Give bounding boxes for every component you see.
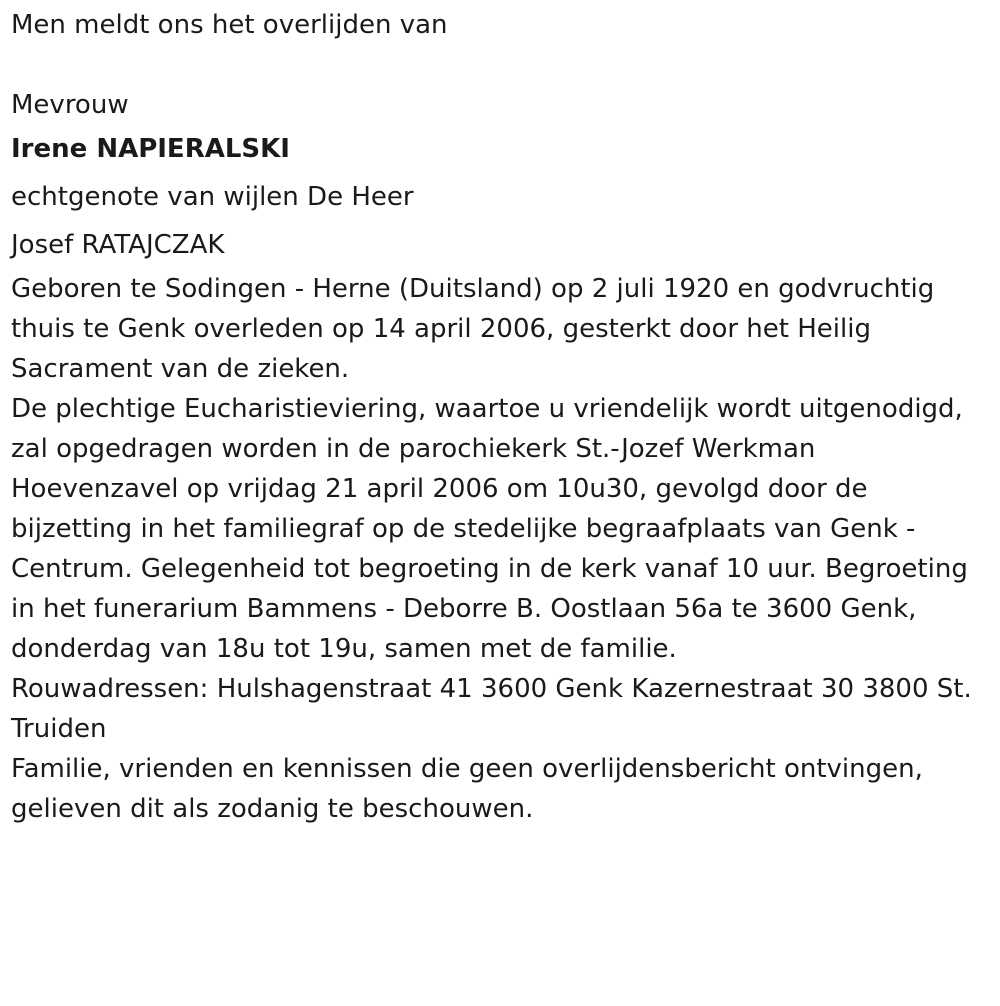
paragraph-line: Centrum. Gelegenheid tot begroeting in de kerk vanaf 10 uur. Begroeting xyxy=(11,554,968,584)
paragraph-line: gelieven dit als zodanig te beschouwen. xyxy=(11,794,534,824)
paragraph-line: bijzetting in het familiegraf op de stedelijke begraafplaats van Genk - xyxy=(11,514,916,544)
birth-death-paragraph xyxy=(11,269,993,389)
paragraph-line: Rouwadressen: Hulshagenstraat 41 3600 Genk Kazernestraat 30 3800 St. xyxy=(11,674,972,704)
paragraph-line: Sacrament van de zieken. xyxy=(11,354,350,384)
intro-text: Men meldt ons het overlijden van xyxy=(11,10,448,40)
relation-text: echtgenote van wijlen De Heer xyxy=(11,182,414,212)
paragraph-line: zal opgedragen worden in de parochiekerk St.-Jozef Werkman xyxy=(11,434,816,464)
addresses-paragraph xyxy=(11,669,993,749)
ceremony-paragraph xyxy=(11,389,993,669)
paragraph-line: donderdag van 18u tot 19u, samen met de familie. xyxy=(11,634,677,664)
paragraph-line: Truiden xyxy=(11,714,107,744)
spouse-name: Josef RATAJCZAK xyxy=(11,230,225,260)
paragraph-line: Hoevenzavel op vrijdag 21 april 2006 om 10u30, gevolgd door de xyxy=(11,474,868,504)
paragraph-line: in het funerarium Bammens - Deborre B. Oostlaan 56a te 3600 Genk, xyxy=(11,594,917,624)
paragraph-line: Geboren te Sodingen - Herne (Duitsland) op 2 juli 1920 en godvruchtig xyxy=(11,274,935,304)
death-notice xyxy=(11,5,993,829)
paragraph-line: De plechtige Eucharistieviering, waartoe u vriendelijk wordt uitgenodigd, xyxy=(11,394,963,424)
closing-paragraph xyxy=(11,749,993,829)
salutation: Mevrouw xyxy=(11,90,129,120)
deceased-name: Irene NAPIERALSKI xyxy=(11,134,290,164)
paragraph-line: thuis te Genk overleden op 14 april 2006, gesterkt door het Heilig xyxy=(11,314,871,344)
paragraph-line: Familie, vrienden en kennissen die geen overlijdensbericht ontvingen, xyxy=(11,754,923,784)
